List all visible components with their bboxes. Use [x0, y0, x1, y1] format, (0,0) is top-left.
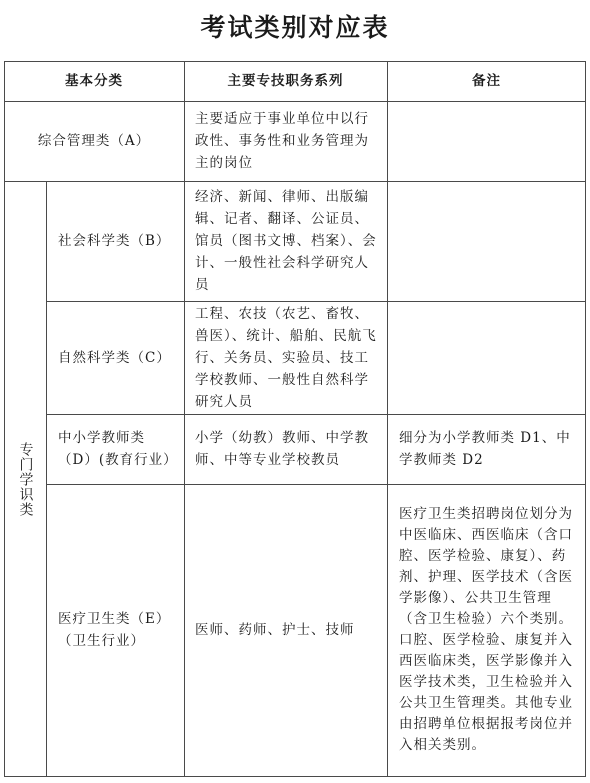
note-b — [387, 181, 586, 301]
category-b: 社会科学类（B） — [58, 233, 171, 249]
category-d: 中小学教师类（D）(教育行业） — [58, 430, 178, 468]
header-series: 主要专技职务系列 — [227, 73, 344, 89]
header-basic-category: 基本分类 — [65, 73, 123, 89]
note-e: 医疗卫生类招聘岗位划分为中医临床、西医临床（含口腔、医学检验、康复）、药剂、护理、医学技术（含医学影像）、公共卫生管理（含卫生检验）六个类别。口腔、医学检验、康复并入西医临床类，医学影像并入医学技术类，卫生检验并入公共卫生管理类。其他专业由招聘单位根据报考岗位并入相关类别。 — [399, 506, 573, 753]
series-c: 工程、农技（农艺、畜牧、兽医）、统计、船舶、民航飞行、关务员、实验员、技工学校教师、一般性自然科学研究人员 — [195, 305, 377, 410]
series-b: 经济、新闻、律师、出版编辑、记者、翻译、公证员、馆员（图书文博、档案）、会计、一般性社会科学研究人员 — [195, 189, 377, 293]
series-a: 主要适应于事业单位中以行政性、事务性和业务管理为主的岗位 — [195, 111, 369, 171]
note-c — [387, 301, 586, 414]
page-title: 考试类别对应表 — [200, 13, 390, 42]
series-e: 医师、药师、护士、技师 — [195, 622, 355, 638]
header-note: 备注 — [472, 73, 501, 89]
category-c: 自然科学类（C） — [58, 349, 171, 366]
note-a — [387, 101, 586, 181]
table-border-bottom — [4, 776, 586, 777]
series-d: 小学（幼教）教师、中学教师、中等专业学校教员 — [195, 430, 369, 468]
category-a: 综合管理类（A） — [37, 133, 151, 149]
group-label-specialized: 专门学识类 — [17, 441, 34, 517]
note-d: 细分为小学教师类 D1、中学教师类 D2 — [399, 430, 571, 468]
category-table — [4, 61, 586, 777]
category-e: 医疗卫生类（E）（卫生行业） — [58, 611, 171, 649]
